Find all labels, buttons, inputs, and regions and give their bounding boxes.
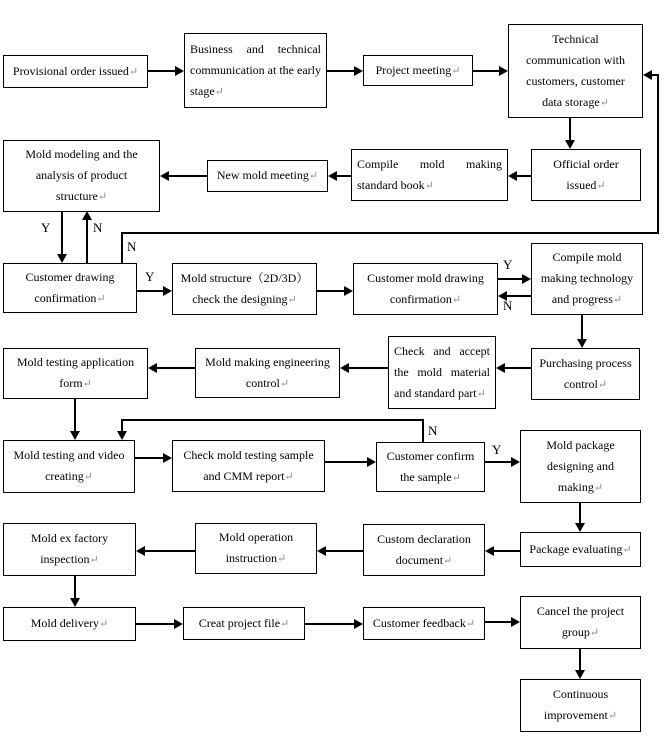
- node-label: Creat project file↵: [198, 615, 290, 630]
- return-mark: ↵: [89, 554, 99, 566]
- node-label: Official order issued↵: [553, 156, 619, 192]
- arrow-head: [117, 431, 127, 440]
- node-label: Compile mold making technology and progress↵: [540, 250, 634, 306]
- arrow-head: [160, 171, 169, 181]
- arrow-head: [499, 66, 508, 76]
- node-compile-standard-book: [351, 149, 508, 201]
- node-label: Purchasing process control↵: [539, 355, 632, 391]
- node-label: Continuous improvement↵: [543, 687, 618, 722]
- node-mold-modeling: [3, 140, 160, 212]
- connector-line: [305, 623, 354, 625]
- connector-line: [517, 175, 531, 177]
- arrow-head: [344, 286, 353, 296]
- node-mold-making-engineering: [195, 348, 340, 398]
- node-mold-structure-check: [172, 263, 317, 315]
- node-label: Customer drawing confirmation↵: [25, 269, 115, 305]
- arrow-head: [565, 140, 575, 149]
- node-label: Cancel the project group↵: [536, 604, 625, 639]
- node-label: Compile mold making standard book↵: [357, 156, 502, 192]
- arrow-head: [367, 457, 376, 467]
- node-label: New mold meeting↵: [216, 168, 319, 182]
- connector-line: [169, 175, 207, 177]
- arrow-head: [136, 546, 145, 556]
- node-label: Technical communication with customers, customer data storage↵: [526, 31, 625, 109]
- connector-line: [505, 367, 531, 369]
- node-label: Mold delivery↵: [30, 616, 109, 630]
- arrow-head: [354, 66, 363, 76]
- connector-line: [147, 70, 175, 72]
- node-project-meeting: [363, 55, 473, 86]
- connector-line: [145, 550, 195, 552]
- node-mold-delivery: [3, 607, 136, 641]
- return-mark: ↵: [97, 191, 108, 203]
- node-label: Customer mold drawing confirmation↵: [367, 270, 484, 306]
- return-mark: ↵: [465, 617, 476, 630]
- node-label: Package evaluating↵: [529, 541, 632, 556]
- node-label: Mold making engineering control↵: [205, 354, 330, 390]
- node-customer-drawing-confirmation: [3, 263, 137, 313]
- node-mold-testing-video: [3, 440, 135, 493]
- connector-line: [498, 278, 522, 280]
- node-label: Check and accept the mold material and standard part↵: [394, 343, 490, 400]
- node-label: Mold package designing and making↵: [546, 437, 615, 494]
- return-mark: ↵: [599, 96, 609, 109]
- arrow-head: [496, 363, 505, 373]
- node-label: Mold testing and video creating↵: [13, 448, 125, 483]
- arrow-head: [317, 546, 326, 556]
- arrow-head: [354, 619, 363, 629]
- node-label: Project meeting↵: [375, 62, 461, 77]
- connector-line: [569, 118, 571, 141]
- node-label: Mold operation instruction↵: [218, 530, 294, 565]
- node-new-mold-meeting: [207, 160, 328, 192]
- connector-line: [121, 419, 424, 421]
- node-mold-package: [520, 430, 641, 503]
- arrow-head: [511, 457, 520, 467]
- node-label: Customer feedback↵: [372, 615, 476, 630]
- connector-line: [325, 461, 367, 463]
- return-mark: ↵: [622, 543, 632, 556]
- connector-line: [61, 212, 63, 254]
- node-label: Custom declaration document↵: [377, 531, 471, 567]
- node-label: Customer confirm the sample↵: [386, 448, 475, 484]
- return-mark: ↵: [451, 293, 462, 306]
- arrow-head: [485, 546, 494, 556]
- arrow-head: [163, 286, 172, 296]
- connector-line: [494, 550, 520, 552]
- node-compile-technology: [531, 243, 643, 315]
- arrow-head: [643, 70, 652, 80]
- node-custom-declaration: [363, 524, 485, 576]
- connector-line: [652, 74, 659, 76]
- connector-line: [74, 576, 76, 599]
- connector-line: [485, 461, 511, 463]
- edge-label-yes: Y: [41, 220, 51, 235]
- return-mark: ↵: [596, 179, 606, 192]
- edge-label-no: N: [127, 239, 137, 254]
- connector-line: [349, 367, 388, 369]
- node-label: Mold ex factory inspection↵: [30, 531, 109, 566]
- connector-line: [326, 550, 363, 552]
- connector-line: [507, 295, 531, 297]
- return-mark: ↵: [128, 65, 139, 78]
- node-check-accept-material: [388, 336, 496, 409]
- arrow-head: [522, 274, 531, 284]
- return-mark: ↵: [214, 85, 224, 98]
- connector-line: [135, 457, 163, 459]
- node-cancel-project-group: [520, 596, 641, 649]
- edge-label-no: N: [93, 220, 103, 235]
- connector-line: [581, 315, 583, 339]
- arrow-head: [328, 171, 337, 181]
- return-mark: ↵: [424, 179, 434, 192]
- node-customer-confirm-sample: [376, 442, 485, 492]
- connector-line: [121, 232, 123, 263]
- node-technical-communication: [508, 24, 643, 118]
- connector-line: [327, 70, 354, 72]
- return-mark: ↵: [451, 471, 461, 484]
- return-mark: ↵: [589, 627, 600, 639]
- node-mold-testing-application: [3, 348, 148, 399]
- arrow-head: [340, 363, 349, 373]
- connector-line: [74, 399, 76, 432]
- arrow-head: [174, 619, 183, 629]
- connector-line: [317, 290, 344, 292]
- node-check-mold-testing-sample: [172, 440, 325, 492]
- arrow-head: [70, 598, 80, 607]
- edge-label-no: N: [503, 298, 513, 313]
- node-label: Mold structure（2D/3D） check the designing↵: [180, 270, 309, 306]
- arrow-head: [148, 363, 157, 373]
- return-mark: ↵: [476, 387, 486, 400]
- connector-line: [579, 503, 581, 524]
- arrow-head: [82, 211, 92, 220]
- return-mark: ↵: [597, 378, 608, 391]
- connector-line: [86, 220, 88, 263]
- return-mark: ↵: [451, 64, 461, 77]
- node-continuous-improvement: [520, 679, 641, 732]
- connector-line: [422, 420, 424, 442]
- arrow-head: [511, 617, 520, 627]
- return-mark: ↵: [99, 618, 109, 630]
- return-mark: ↵: [612, 294, 623, 306]
- connector-line: [136, 623, 174, 625]
- return-mark: ↵: [607, 710, 618, 722]
- return-mark: ↵: [443, 554, 453, 567]
- arrow-head: [175, 66, 184, 76]
- return-mark: ↵: [280, 617, 290, 630]
- arrow-head: [508, 171, 517, 181]
- connector-line: [657, 75, 659, 234]
- node-provisional-order: [3, 55, 148, 88]
- node-customer-mold-drawing-confirmation: [353, 263, 498, 315]
- node-mold-operation: [195, 523, 317, 574]
- arrow-head: [163, 453, 172, 463]
- edge-label-yes: Y: [492, 442, 502, 457]
- connector-line: [473, 70, 499, 72]
- arrow-head: [577, 339, 587, 348]
- node-creat-project-file: [183, 607, 305, 640]
- node-mold-ex-factory: [3, 523, 136, 576]
- arrow-head: [57, 254, 67, 263]
- node-package-evaluating: [520, 532, 641, 567]
- node-label: Provisional order issued↵: [12, 63, 139, 78]
- arrow-head: [575, 523, 585, 532]
- node-label: Mold testing application form↵: [16, 355, 135, 390]
- edge-label-yes: Y: [145, 269, 155, 284]
- connector-line: [337, 175, 351, 177]
- edge-label-yes: Y: [503, 257, 513, 272]
- return-mark: ↵: [279, 377, 290, 390]
- return-mark: ↵: [593, 481, 604, 494]
- return-mark: ↵: [277, 553, 287, 565]
- connector-line: [121, 232, 659, 234]
- connector-line: [485, 621, 511, 623]
- return-mark: ↵: [308, 170, 319, 182]
- node-customer-feedback: [363, 607, 485, 640]
- arrow-head: [575, 670, 585, 679]
- return-mark: ↵: [284, 470, 294, 483]
- arrow-head: [70, 431, 80, 440]
- node-label: Business and technical communication at the early stage↵: [190, 41, 321, 98]
- node-label: Mold modeling and the analysis of product structure↵: [25, 147, 138, 203]
- return-mark: ↵: [83, 471, 93, 483]
- return-mark: ↵: [96, 292, 106, 305]
- edge-label-no: N: [428, 423, 438, 438]
- node-purchasing-process: [531, 348, 640, 400]
- return-mark: ↵: [82, 378, 92, 390]
- connector-line: [579, 649, 581, 671]
- node-official-order: [531, 149, 641, 201]
- node-label: Check mold testing sample and CMM report↵: [183, 447, 314, 483]
- connector-line: [137, 290, 163, 292]
- node-business-technical: [184, 33, 327, 108]
- connector-line: [157, 367, 195, 369]
- return-mark: ↵: [287, 293, 297, 306]
